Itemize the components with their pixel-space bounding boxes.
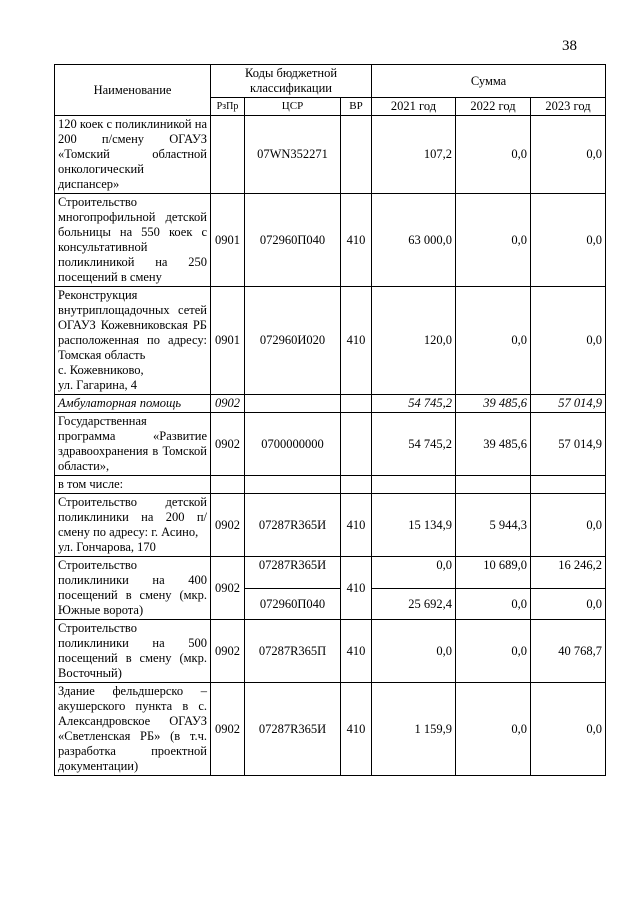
row-name: Государственная программа «Развитие здравоохранения в Томской области», xyxy=(55,413,211,476)
row-csr: 07WN352271 xyxy=(245,116,341,194)
row-2021: 1 159,9 xyxy=(372,683,456,776)
row-2023: 0,0 xyxy=(531,194,606,287)
table-row xyxy=(55,395,606,413)
row-rzpr: 0901 xyxy=(211,194,245,287)
row-2022: 0,0 xyxy=(456,589,531,620)
budget-table xyxy=(54,64,606,776)
table-row xyxy=(55,557,606,589)
row-csr: 07287R365И xyxy=(245,557,341,589)
row-vr xyxy=(341,413,372,476)
row-2021: 0,0 xyxy=(372,620,456,683)
row-rzpr: 0902 xyxy=(211,395,245,413)
row-csr xyxy=(245,395,341,413)
row-name: Амбулаторная помощь xyxy=(55,395,211,413)
row-name-line: ул. Гагарина, 4 xyxy=(58,378,138,392)
row-rzpr: 0902 xyxy=(211,413,245,476)
header-sum: Сумма xyxy=(372,65,606,98)
page-number: 38 xyxy=(562,38,577,54)
row-vr: 410 xyxy=(341,557,372,620)
row-vr: 410 xyxy=(341,194,372,287)
row-vr xyxy=(341,395,372,413)
row-vr: 410 xyxy=(341,287,372,395)
table-row xyxy=(55,116,606,194)
row-csr: 0700000000 xyxy=(245,413,341,476)
header-2023: 2023 год xyxy=(531,98,606,116)
row-2022: 0,0 xyxy=(456,116,531,194)
row-name-line: Строительство детской поликлиники на 200 п/смену по адресу: г. Асино, xyxy=(58,495,207,539)
row-2021: 63 000,0 xyxy=(372,194,456,287)
row-name: Здание фельдшерско – акушерского пункта в с. Александровское ОГАУЗ «Светленская РБ» (в т.ч. разработка проектной документации) xyxy=(55,683,211,776)
row-name: Строительство поликлиники на 500 посещений в смену (мкр. Восточный) xyxy=(55,620,211,683)
table-row xyxy=(55,683,606,776)
table-row xyxy=(55,287,606,395)
row-2023: 40 768,7 xyxy=(531,620,606,683)
header-2022: 2022 год xyxy=(456,98,531,116)
row-2022: 10 689,0 xyxy=(456,557,531,589)
row-vr xyxy=(341,116,372,194)
row-2021: 54 745,2 xyxy=(372,413,456,476)
row-2023: 0,0 xyxy=(531,683,606,776)
row-csr: 07287R365П xyxy=(245,620,341,683)
row-2021: 15 134,9 xyxy=(372,494,456,557)
row-name xyxy=(55,287,211,395)
row-name-line: Реконструкция внутриплощадочных сетей ОГАУЗ Кожевниковская РБ расположенная по адресу: Томская область xyxy=(58,288,207,362)
row-rzpr: 0902 xyxy=(211,557,245,620)
row-2021: 25 692,4 xyxy=(372,589,456,620)
row-vr: 410 xyxy=(341,494,372,557)
row-2022: 0,0 xyxy=(456,287,531,395)
row-2023: 57 014,9 xyxy=(531,395,606,413)
table-row xyxy=(55,413,606,476)
header-rzpr: РзПр xyxy=(211,98,245,116)
row-name xyxy=(55,494,211,557)
row-2023: 0,0 xyxy=(531,116,606,194)
row-csr: 072960П040 xyxy=(245,194,341,287)
row-2021: 107,2 xyxy=(372,116,456,194)
header-name: Наименование xyxy=(55,65,211,116)
row-name: Строительство поликлиники на 400 посещений в смену (мкр. Южные ворота) xyxy=(55,557,211,620)
row-2022: 39 485,6 xyxy=(456,395,531,413)
row-name: в том числе: xyxy=(55,476,211,494)
row-2022: 0,0 xyxy=(456,683,531,776)
row-name: 120 коек с поликлиникой на 200 п/смену ОГАУЗ «Томский областной онкологический диспансер» xyxy=(55,116,211,194)
header-vr: ВР xyxy=(341,98,372,116)
row-2023: 0,0 xyxy=(531,589,606,620)
row-2023: 16 246,2 xyxy=(531,557,606,589)
row-2022: 0,0 xyxy=(456,620,531,683)
row-rzpr: 0902 xyxy=(211,494,245,557)
row-2021: 120,0 xyxy=(372,287,456,395)
header-row-top xyxy=(55,65,606,98)
row-rzpr: 0902 xyxy=(211,620,245,683)
row-rzpr: 0902 xyxy=(211,683,245,776)
row-2021: 54 745,2 xyxy=(372,395,456,413)
row-2022: 0,0 xyxy=(456,194,531,287)
row-2023: 57 014,9 xyxy=(531,413,606,476)
row-csr: 07287R365И xyxy=(245,683,341,776)
row-name-line: ул. Гончарова, 170 xyxy=(58,540,156,554)
row-rzpr xyxy=(211,116,245,194)
row-csr: 072960И020 xyxy=(245,287,341,395)
table-row xyxy=(55,194,606,287)
row-vr: 410 xyxy=(341,683,372,776)
row-2021: 0,0 xyxy=(372,557,456,589)
row-2022: 5 944,3 xyxy=(456,494,531,557)
row-csr: 072960П040 xyxy=(245,589,341,620)
row-csr: 07287R365И xyxy=(245,494,341,557)
header-csr: ЦСР xyxy=(245,98,341,116)
table-row xyxy=(55,620,606,683)
row-name-line: с. Кожевниково, xyxy=(58,363,144,377)
table-row xyxy=(55,494,606,557)
row-vr: 410 xyxy=(341,620,372,683)
row-2022: 39 485,6 xyxy=(456,413,531,476)
table-row xyxy=(55,476,606,494)
row-2023: 0,0 xyxy=(531,287,606,395)
header-2021: 2021 год xyxy=(372,98,456,116)
header-codes: Коды бюджетной классификации xyxy=(211,65,372,98)
row-rzpr: 0901 xyxy=(211,287,245,395)
row-name: Строительство многопрофильной детской больницы на 550 коек с консультативной поликлиникой на 250 посещений в смену xyxy=(55,194,211,287)
row-2023: 0,0 xyxy=(531,494,606,557)
